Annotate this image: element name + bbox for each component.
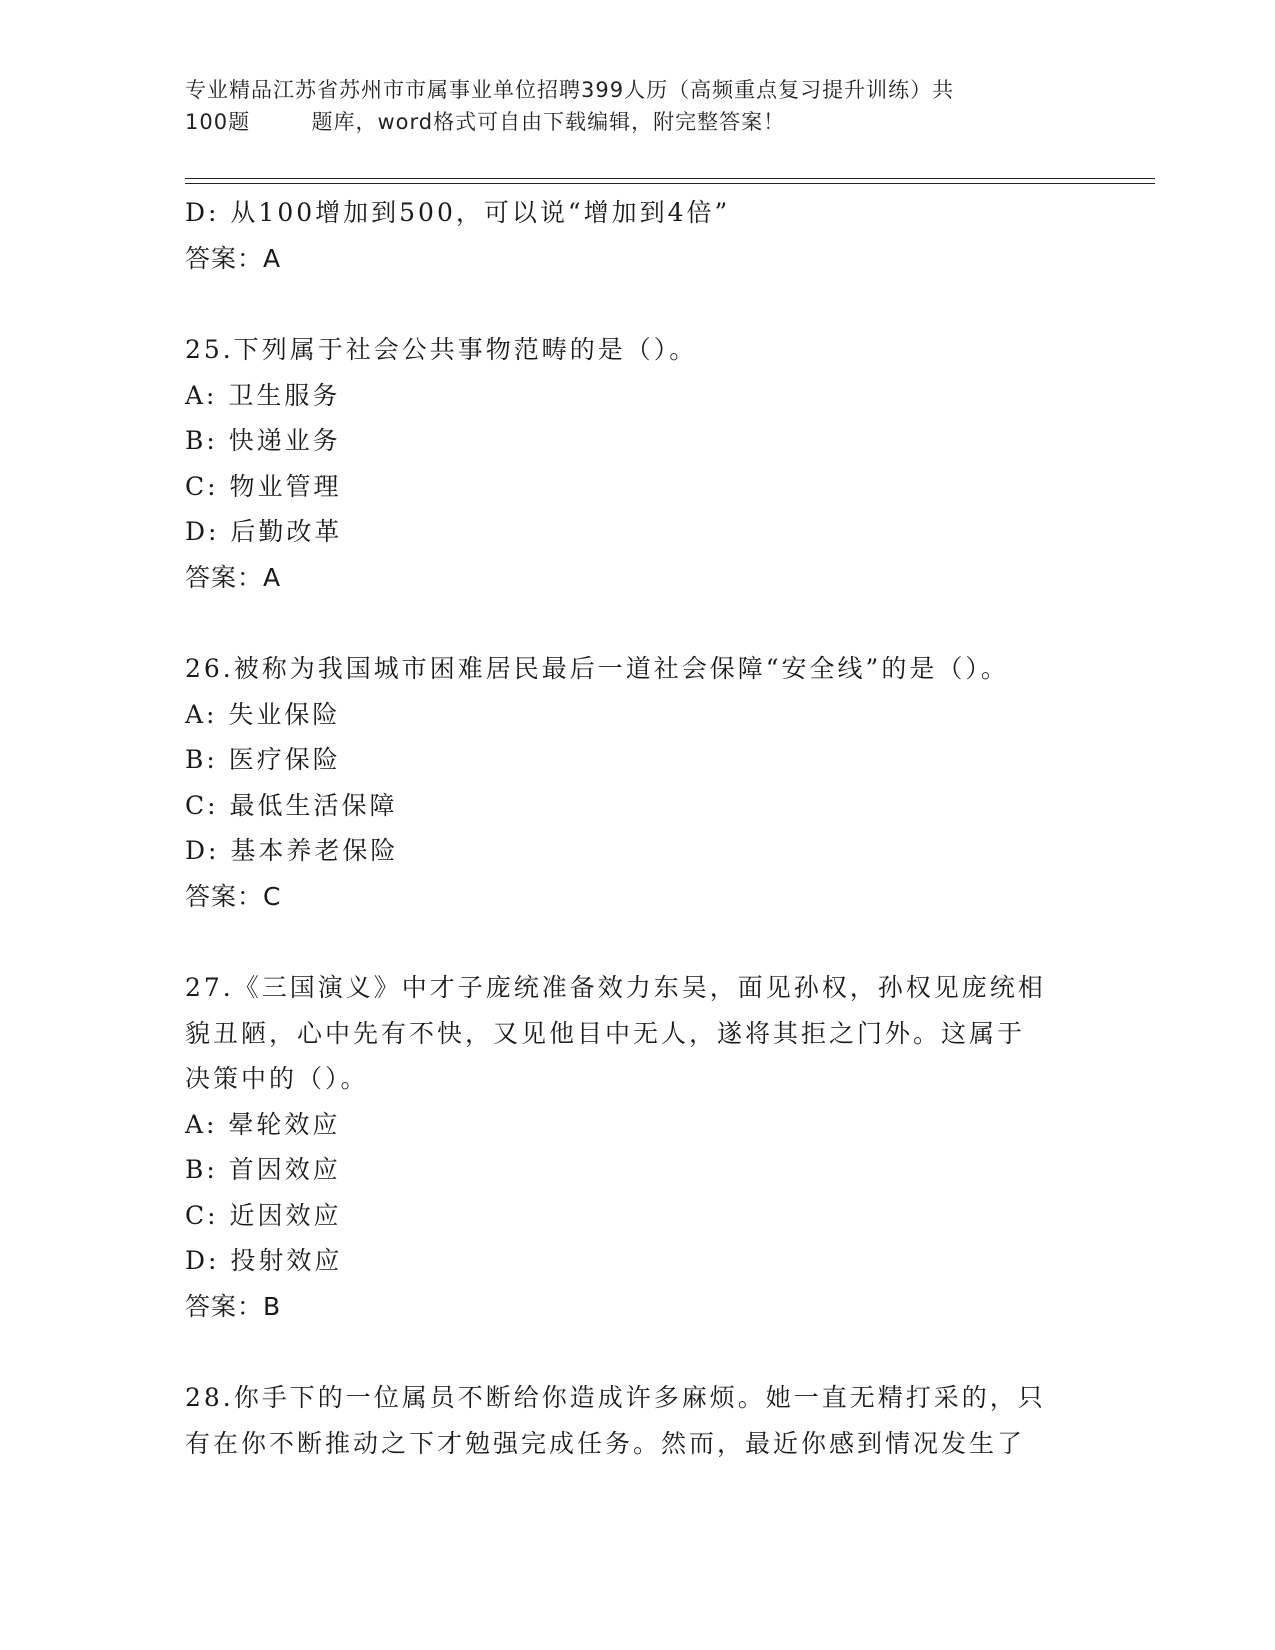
question-text: 25.下列属于社会公共事物范畴的是（）。 <box>185 335 698 364</box>
question-27 <box>185 965 1085 1329</box>
page-header <box>185 74 1065 138</box>
spacer <box>185 600 1085 646</box>
option-a: A: 卫生服务 <box>185 380 341 410</box>
answer: 答案：A <box>185 562 282 592</box>
option-c: C: 物业管理 <box>185 471 342 501</box>
option-c: C: 近因效应 <box>185 1200 342 1230</box>
answer: 答案：B <box>185 1291 282 1321</box>
header-title-line-1: 专业精品江苏省苏州市市属事业单位招聘399人历（高频重点复习提升训练）共 <box>185 78 955 102</box>
question-text-line-2: 貌丑陋，心中先有不快，又见他目中无人，遂将其拒之门外。这属于 <box>185 1018 1026 1048</box>
question-content <box>185 190 1085 1466</box>
question-text-line-2: 有在你不断推动之下才勉强完成任务。然而，最近你感到情况发生了 <box>185 1428 1026 1458</box>
question-text-line-1: 28.你手下的一位属员不断给你造成许多麻烦。她一直无精打采的，只 <box>185 1383 1046 1412</box>
prev-answer: 答案：A <box>185 243 282 273</box>
option-d: D: 投射效应 <box>185 1246 343 1275</box>
header-title-line-2: 100题 题库，word格式可自由下载编辑，附完整答案！ <box>185 110 786 134</box>
option-a: A: 晕轮效应 <box>185 1109 341 1139</box>
option-b: B: 首因效应 <box>185 1155 341 1184</box>
question-text: 26.被称为我国城市困难居民最后一道社会保障“安全线”的是（）。 <box>185 654 1009 683</box>
question-text-line-1: 27.《三国演义》中才子庞统准备效力东吴，面见孙权，孙权见庞统相 <box>185 973 1046 1002</box>
spacer <box>185 1329 1085 1375</box>
option-a: A: 失业保险 <box>185 699 341 729</box>
question-text-line-3: 决策中的（）。 <box>185 1064 369 1093</box>
header-rule-bottom <box>185 183 1155 184</box>
answer: 答案：C <box>185 881 282 911</box>
question-28 <box>185 1375 1085 1466</box>
question-25 <box>185 327 1085 600</box>
spacer <box>185 281 1085 327</box>
option-d: D: 后勤改革 <box>185 517 343 546</box>
option-c: C: 最低生活保障 <box>185 790 398 820</box>
header-rule-top <box>185 178 1155 179</box>
question-26 <box>185 646 1085 919</box>
prev-option-d: D: 从100增加到500，可以说“增加到4倍” <box>185 198 731 227</box>
option-d: D: 基本养老保险 <box>185 836 399 865</box>
spacer <box>185 919 1085 965</box>
option-b: B: 医疗保险 <box>185 745 341 774</box>
option-b: B: 快递业务 <box>185 426 341 455</box>
